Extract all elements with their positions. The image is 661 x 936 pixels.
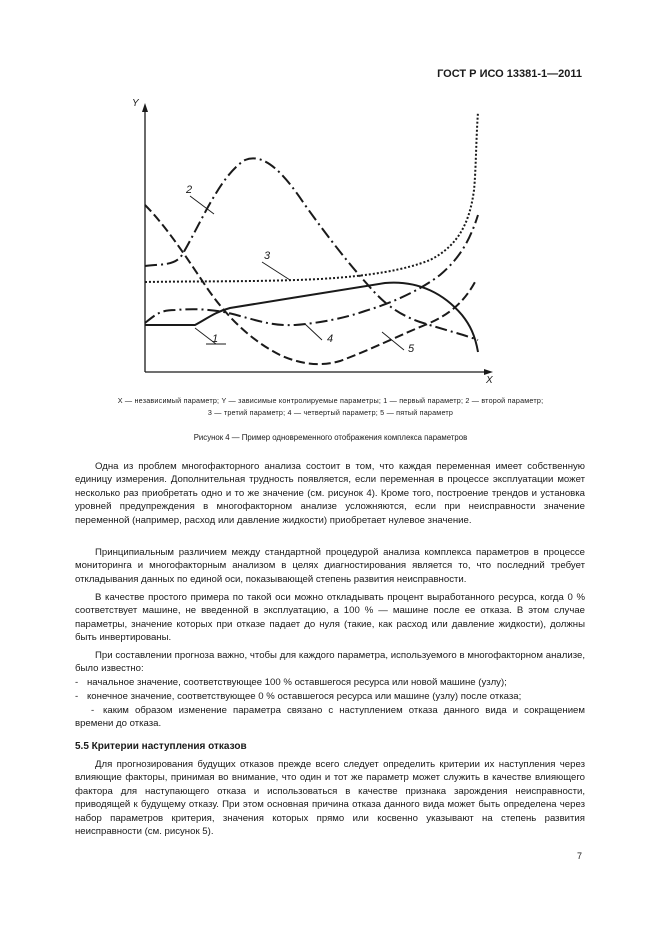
page-number: 7 [577, 851, 583, 861]
curve-3 [145, 112, 478, 282]
paragraph-3: В качестве простого примера по такой оси можно откладывать процент выработанного ресурса, когда 0 % соответствует машине, не введенной в эксплуатацию, а 100 % — машине после ее отказа. В этом случае параметры, значение которых при отказе падает до нуля (такие, как расход или давление жидкости), должны быть инвертированы. [75, 592, 585, 644]
paragraph-2: Принципиальным различием между стандартной процедурой анализа комплекса параметров в процессе мониторинга и многофакторным анализом в целях диагностирования является то, что последний требует откладывания данных по единой оси, показывающей степень развития неисправности. [75, 547, 585, 585]
figure-caption: Рисунок 4 — Пример одновременного отображения комплекса параметров [193, 433, 468, 442]
paragraph-5: Для прогнозирования будущих отказов прежде всего следует определить критерии их наступления через влияющие факторы, принимая во внимание, что один и тот же параметр может служить в качестве влияющего фактора для наступающего отказа и использоваться в качестве признака зарождения неисправности, приводящей к будущему отказу. При этом основная причина отказа данного вида может быть определена через набор параметров критерия, значения которых прямо или косвенно указывают на степень развития неисправности (см. рисунок 5). [75, 759, 585, 838]
label-3-leader [262, 262, 290, 280]
section-heading: 5.5 Критерии наступления отказов [75, 741, 247, 752]
figure-legend-line2: 3 — третий параметр; 4 — четвертый параметр; 5 — пятый параметр [207, 408, 454, 417]
list-dash: - [75, 691, 79, 702]
label-2-leader [190, 196, 214, 214]
list-item [75, 690, 585, 703]
y-axis-arrow [142, 103, 148, 112]
curve-label-2: 2 [186, 184, 193, 196]
list-dash: - [75, 677, 79, 688]
list-item [75, 704, 585, 731]
list-item-text: конечное значение, соответствующее 0 % оставшегося ресурса или машине (узлу) после отказа; [87, 691, 522, 702]
y-axis-label: Y [132, 98, 139, 109]
list-item [75, 676, 585, 689]
paragraph-4: При составлении прогноза важно, чтобы для каждого параметра, используемого в многофакторном анализе, было известно: [75, 650, 585, 675]
curve-label-4: 4 [327, 333, 334, 345]
figure-legend-line1: X — независимый параметр; Y — зависимые контролируемые параметры; 1 — первый параметр; 2 — второй параметр; [117, 396, 544, 405]
parameter-figure [0, 0, 661, 400]
x-axis-label: X [486, 375, 493, 386]
curve-1 [145, 283, 478, 352]
list-item-text: начальное значение, соответствующее 100 % оставшегося ресурса или новой машине (узлу); [87, 677, 507, 688]
curve-2 [145, 158, 478, 340]
curve-label-5: 5 [408, 343, 415, 355]
list-item-text: каким образом изменение параметра связано с наступлением отказа данного вида и сокращением времени до отказа. [75, 705, 585, 730]
paragraph-1: Одна из проблем многофакторного анализа состоит в том, что каждая переменная имеет собственную единицу измерения. Дополнительная трудность появляется, если переменная в процессе эксплуатации может несколько раз приобретать одно и то же значение (см. рисунок 4). Кроме того, построение трендов и установка уровней предупреждения в многофакторном анализе усложняются, если при неисправности значение переменной (например, расход или давление жидкости) приобретает нулевое значение. [75, 461, 585, 526]
document-header: ГОСТ Р ИСО 13381-1—2011 [437, 68, 582, 80]
curve-label-1: 1 [212, 333, 219, 345]
label-4-leader [305, 324, 322, 340]
list-dash: - [91, 705, 95, 716]
curve-label-3: 3 [264, 250, 271, 262]
